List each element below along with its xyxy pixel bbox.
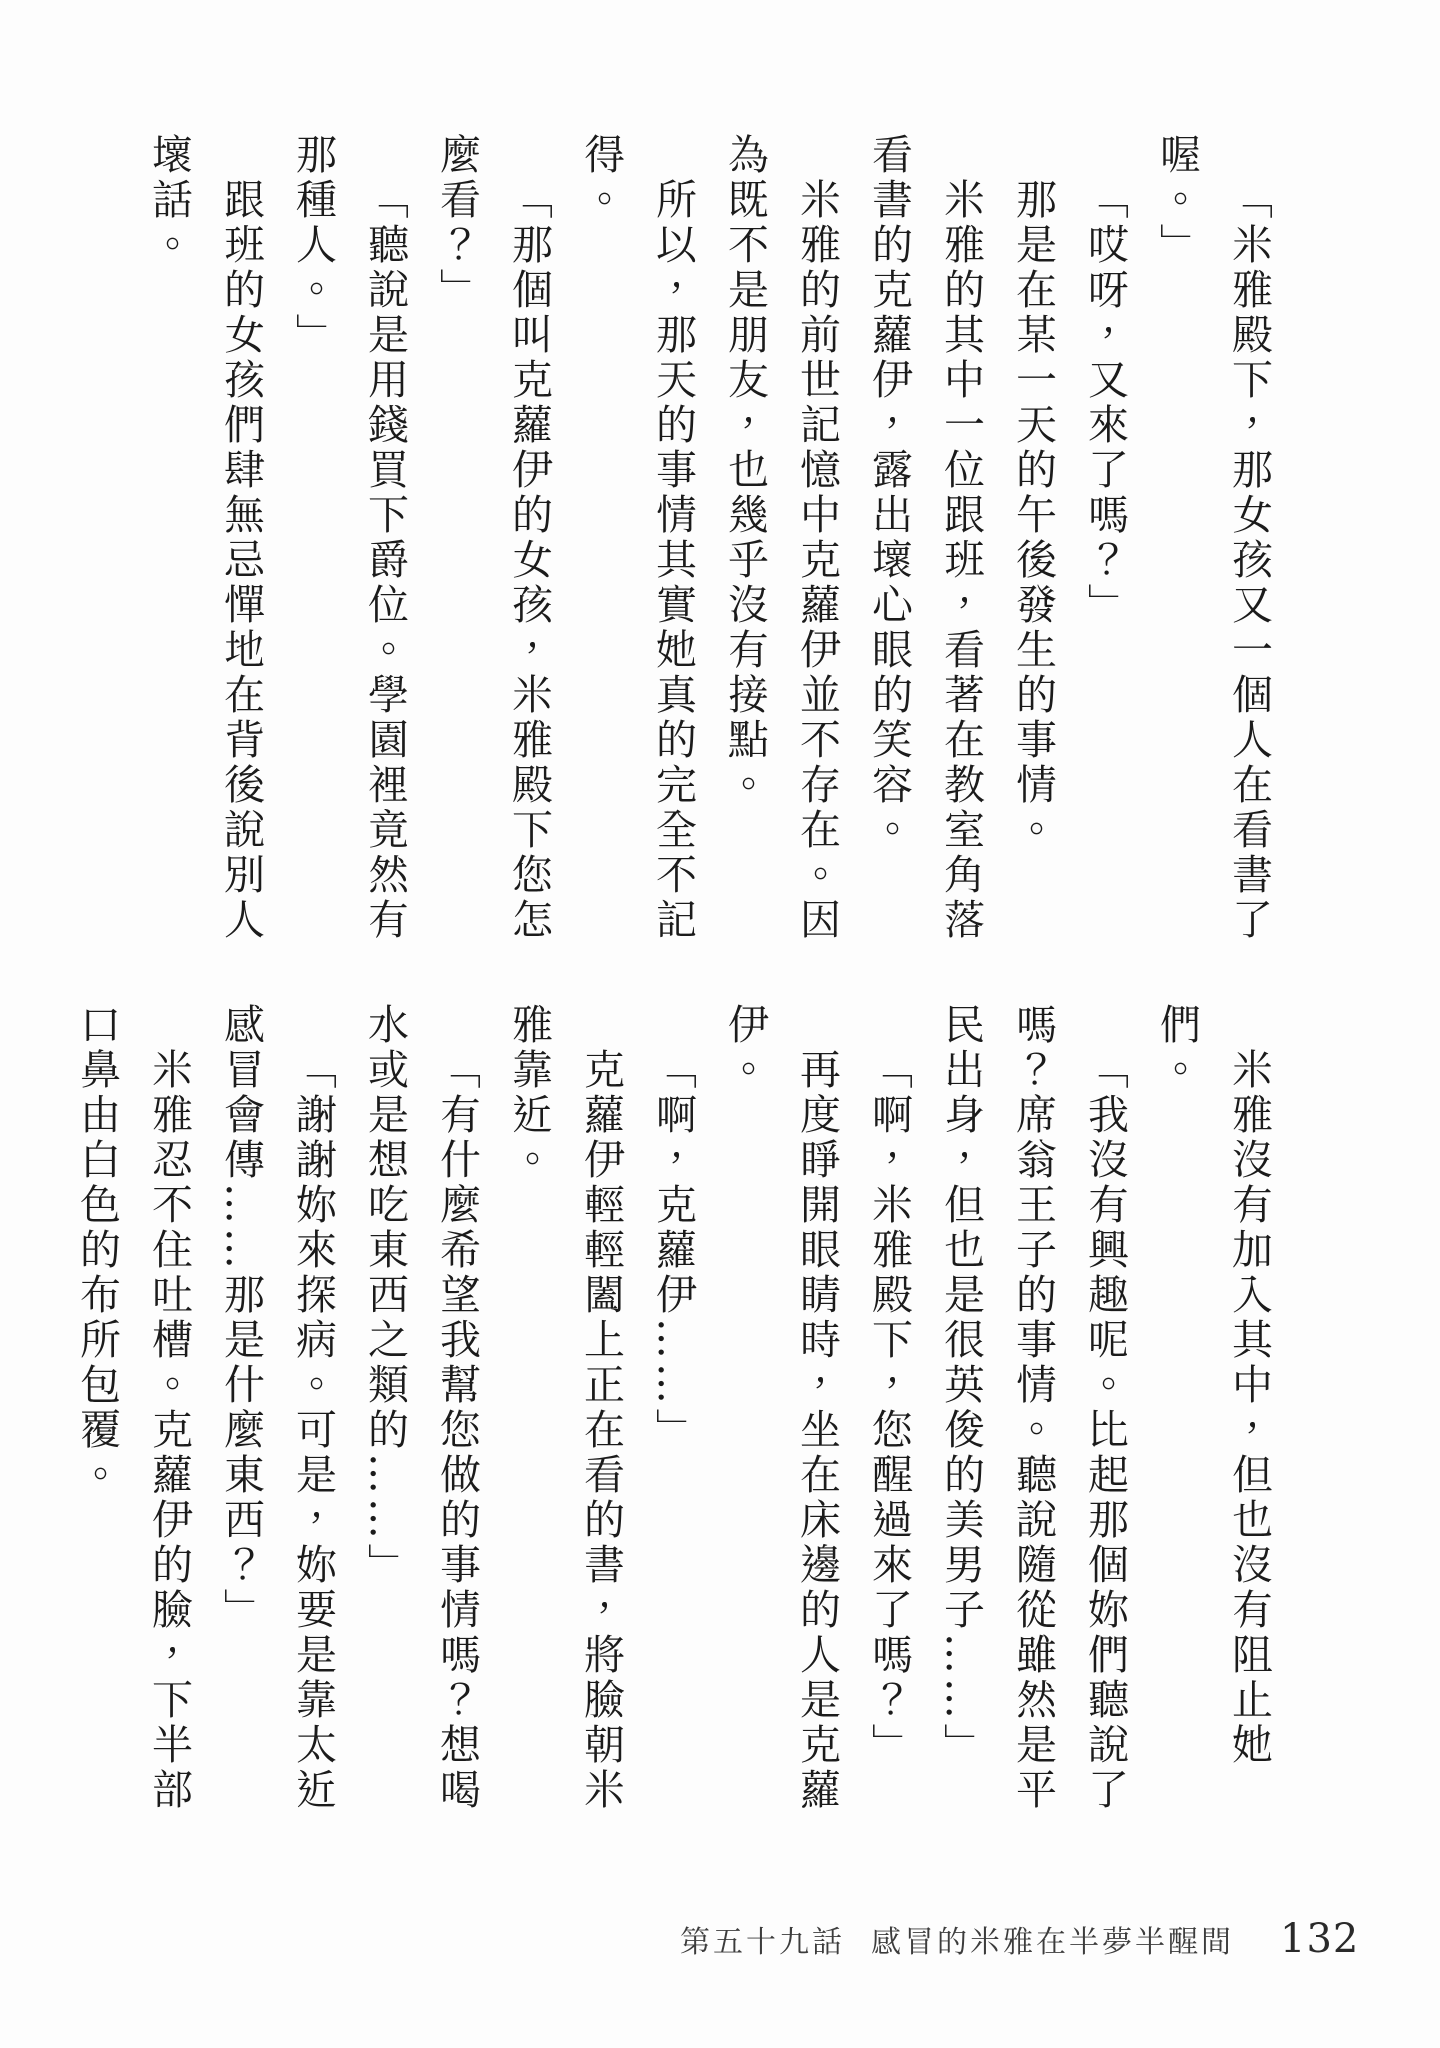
text-block-top [10,133,1285,953]
paragraph: 「那個叫克蘿伊的女孩，米雅殿下您怎麼看？」 [433,133,553,943]
paragraph: 「啊，米雅殿下，您醒過來了嗎？」 [865,1048,913,1768]
paragraph: 「謝謝妳來探病。可是，妳要是靠太近感冒會傳……那是什麼東西？」 [217,1003,337,1813]
paragraph: 「我沒有興趣呢。比起那個妳們聽說了嗎？席翁王子的事情。聽說隨從雖然是平民出身，但也是很英俊的美男子……」 [937,1003,1129,1813]
page-footer [680,1916,1359,1962]
paragraph: 克蘿伊輕輕闔上正在看的書，將臉朝米雅靠近。 [505,1003,625,1813]
chapter-title: 感冒的米雅在半夢半醒間 [871,1925,1234,1960]
chapter-number: 第五十九話 [680,1925,845,1960]
paragraph: 「哎呀，又來了嗎？」 [1081,178,1129,628]
paragraph: 那是在某一天的午後發生的事情。 [1009,178,1057,853]
paragraph: 再度睜開眼睛時，坐在床邊的人是克蘿伊。 [721,1003,841,1813]
paragraph: 「米雅殿下，那女孩又一個人在看書了喔。」 [1153,133,1273,943]
paragraph: 「啊，克蘿伊……」 [649,1048,697,1453]
page-number: 132 [1280,1916,1360,1962]
paragraph: 米雅沒有加入其中，但也沒有阻止她們。 [1153,1003,1273,1768]
paragraph: 跟班的女孩們肆無忌憚地在背後說別人壞話。 [145,133,265,943]
paragraph: 所以，那天的事情其實她真的完全不記得。 [577,133,697,943]
text-block-bottom [10,1003,1285,1821]
paragraph: 米雅的其中一位跟班，看著在教室角落看書的克蘿伊，露出壞心眼的笑容。 [865,133,985,943]
paragraph: 米雅忍不住吐槽。克蘿伊的臉，下半部口鼻由白色的布所包覆。 [73,1003,193,1813]
paragraph: 「聽說是用錢買下爵位。學園裡竟然有那種人。」 [289,133,409,943]
paragraph: 「有什麼希望我幫您做的事情嗎？想喝水或是想吃東西之類的……」 [361,1003,481,1813]
paragraph: 米雅的前世記憶中克蘿伊並不存在。因為既不是朋友，也幾乎沒有接點。 [721,133,841,943]
